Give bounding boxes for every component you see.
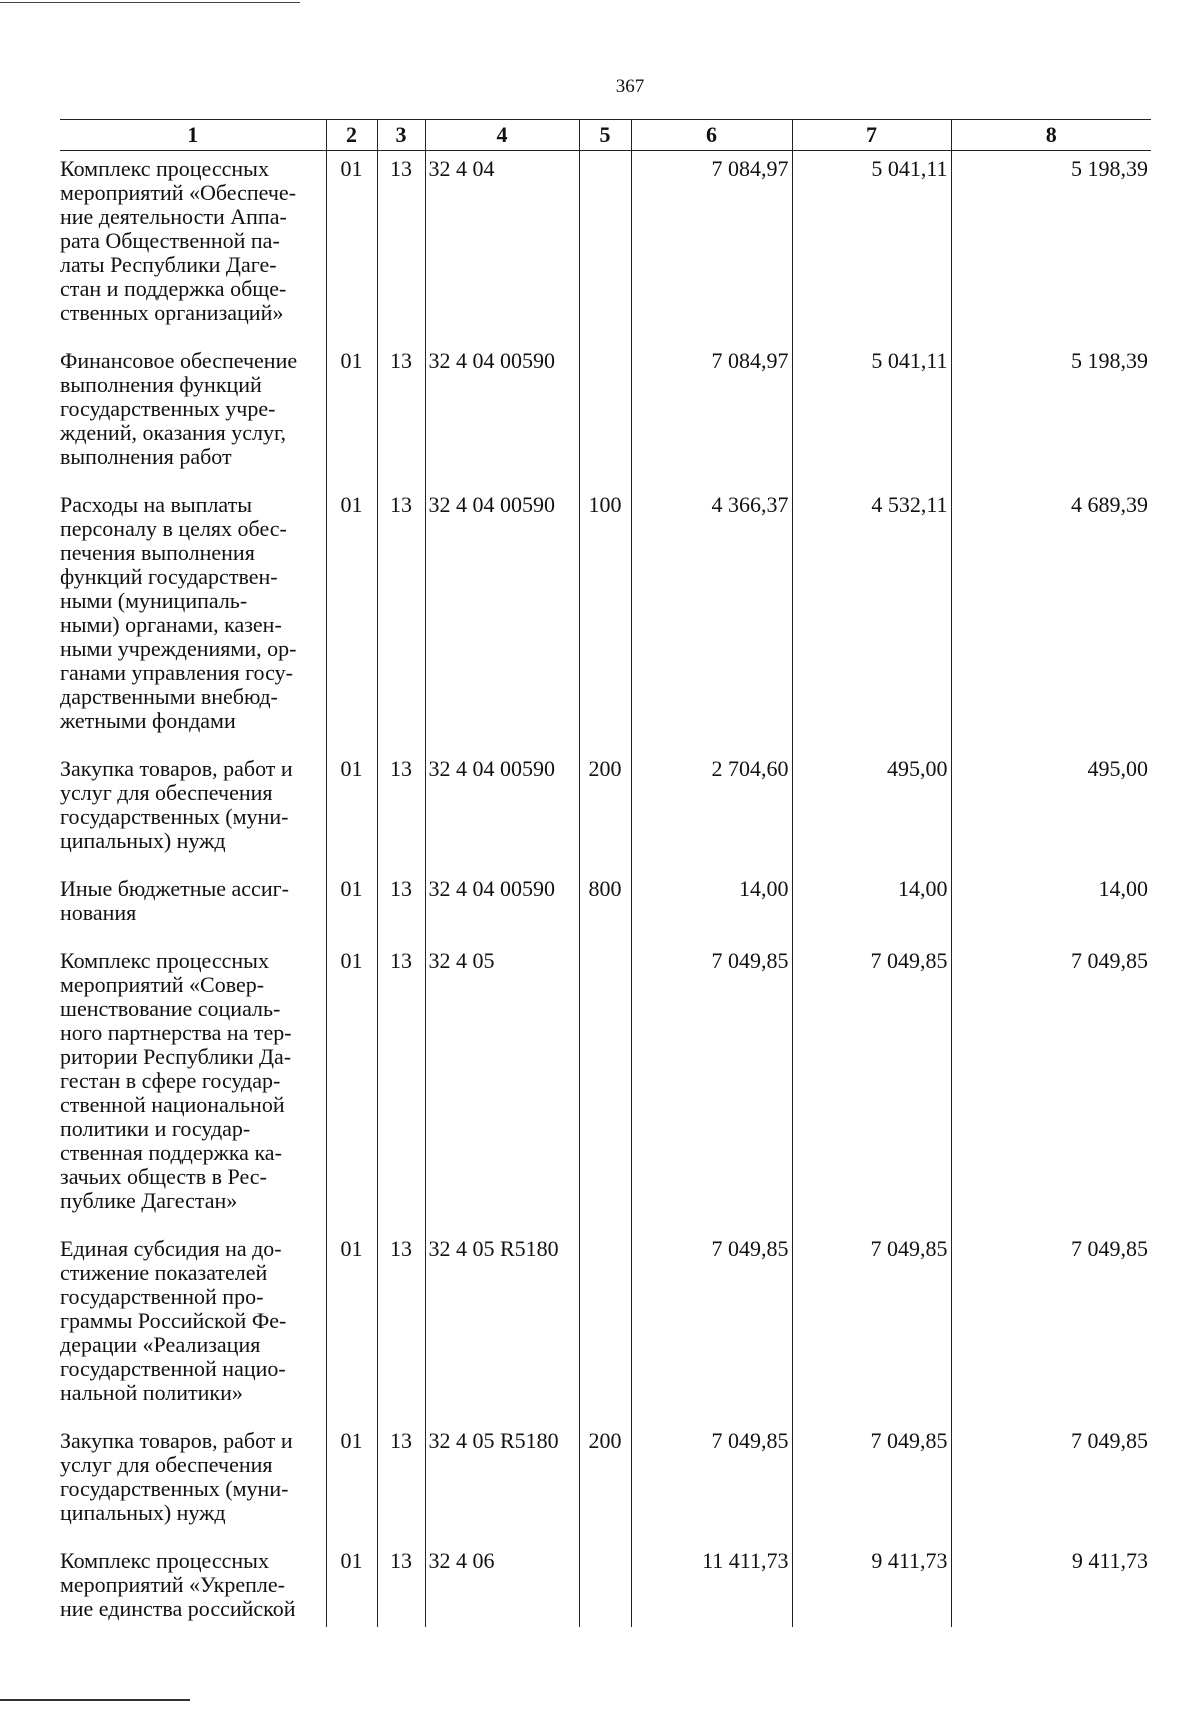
column-header: 4 (425, 120, 579, 151)
amount-col7-cell: 495,00 (792, 751, 951, 871)
section-code-cell: 01 (326, 1231, 377, 1423)
amount-col8-cell: 7 049,85 (951, 943, 1151, 1231)
column-header: 7 (792, 120, 951, 151)
row-name-line: Комплекс процессных (60, 156, 269, 181)
row-name-cell (60, 487, 326, 751)
amount-col8-cell: 5 198,39 (951, 343, 1151, 487)
subsection-code-cell: 13 (377, 751, 425, 871)
row-name-cell (60, 343, 326, 487)
row-name-line: шенствование социаль- (60, 996, 281, 1021)
section-code-cell: 01 (326, 1543, 377, 1627)
target-article-cell: 32 4 05 (425, 943, 579, 1231)
amount-col6-cell: 7 049,85 (631, 1423, 792, 1543)
row-name-line: ритории Республики Да- (60, 1044, 292, 1069)
amount-col8-cell: 9 411,73 (951, 1543, 1151, 1627)
page-number: 367 (615, 76, 645, 97)
row-name-line: ными (муниципаль- (60, 588, 248, 613)
amount-col7-cell: 4 532,11 (792, 487, 951, 751)
row-name-line: нальной политики» (60, 1380, 243, 1405)
scan-edge-top (0, 2, 300, 3)
section-code-cell: 01 (326, 487, 377, 751)
row-name-line: ного партнерства на тер- (60, 1020, 292, 1045)
amount-col8-cell: 14,00 (951, 871, 1151, 943)
section-code-cell: 01 (326, 751, 377, 871)
column-header: 8 (951, 120, 1151, 151)
row-name-line: нования (60, 900, 137, 925)
header-row (60, 120, 1151, 151)
column-header: 6 (631, 120, 792, 151)
row-name-line: ждений, оказания услуг, (60, 420, 287, 445)
row-name-line: стижение показателей (60, 1260, 268, 1285)
amount-col7-cell: 5 041,11 (792, 151, 951, 344)
column-header: 1 (60, 120, 326, 151)
row-name-line: Комплекс процессных (60, 1548, 269, 1573)
row-name-line: мероприятий «Обеспече- (60, 180, 297, 205)
row-name-line: ние деятельности Аппа- (60, 204, 287, 229)
row-name-line: Закупка товаров, работ и (60, 756, 293, 781)
section-code-cell: 01 (326, 871, 377, 943)
subsection-code-cell: 13 (377, 871, 425, 943)
amount-col7-cell: 14,00 (792, 871, 951, 943)
target-article-cell: 32 4 04 00590 (425, 751, 579, 871)
row-name-line: политики и государ- (60, 1116, 251, 1141)
row-name-line: ние единства российской (60, 1596, 296, 1621)
table-row (60, 1543, 1151, 1627)
section-code-cell: 01 (326, 151, 377, 344)
subsection-code-cell: 13 (377, 151, 425, 344)
row-name-cell (60, 943, 326, 1231)
column-header: 3 (377, 120, 425, 151)
amount-col7-cell: 9 411,73 (792, 1543, 951, 1627)
amount-col8-cell: 7 049,85 (951, 1423, 1151, 1543)
row-name-line: государственной нацио- (60, 1356, 286, 1381)
expense-type-cell: 100 (579, 487, 631, 751)
amount-col6-cell: 2 704,60 (631, 751, 792, 871)
row-name-line: латы Республики Даге- (60, 252, 277, 277)
expense-type-cell (579, 943, 631, 1231)
scan-edge-bottom (0, 1699, 190, 1701)
section-code-cell: 01 (326, 943, 377, 1231)
amount-col8-cell: 7 049,85 (951, 1231, 1151, 1423)
amount-col6-cell: 7 049,85 (631, 943, 792, 1231)
row-name-line: мероприятий «Укрепле- (60, 1572, 285, 1597)
table-row (60, 151, 1151, 344)
subsection-code-cell: 13 (377, 1543, 425, 1627)
amount-col8-cell: 495,00 (951, 751, 1151, 871)
amount-col8-cell: 4 689,39 (951, 487, 1151, 751)
amount-col7-cell: 7 049,85 (792, 943, 951, 1231)
target-article-cell: 32 4 05 R5180 (425, 1231, 579, 1423)
expense-type-cell: 800 (579, 871, 631, 943)
row-name-line: ципальных) нужд (60, 1500, 226, 1525)
row-name-line: ственная поддержка ка- (60, 1140, 282, 1165)
amount-col7-cell: 5 041,11 (792, 343, 951, 487)
row-name-line: дарственными внебюд- (60, 684, 278, 709)
row-name-cell (60, 1231, 326, 1423)
budget-table-container (60, 119, 1151, 1627)
row-name-cell (60, 751, 326, 871)
row-name-line: государственной про- (60, 1284, 264, 1309)
section-code-cell: 01 (326, 343, 377, 487)
amount-col8-cell: 5 198,39 (951, 151, 1151, 344)
row-name-line: услуг для обеспечения (60, 780, 273, 805)
row-name-line: жетными фондами (60, 708, 236, 733)
row-name-line: Расходы на выплаты (60, 492, 253, 517)
row-name-line: ганами управления госу- (60, 660, 293, 685)
row-name-line: Финансовое обеспечение (60, 348, 298, 373)
row-name-line: ципальных) нужд (60, 828, 226, 853)
row-name-line: граммы Российской Фе- (60, 1308, 287, 1333)
section-code-cell: 01 (326, 1423, 377, 1543)
expense-type-cell: 200 (579, 751, 631, 871)
table-row (60, 751, 1151, 871)
row-name-cell (60, 871, 326, 943)
target-article-cell: 32 4 04 00590 (425, 343, 579, 487)
subsection-code-cell: 13 (377, 943, 425, 1231)
row-name-cell (60, 1543, 326, 1627)
table-row (60, 1231, 1151, 1423)
row-name-line: государственных (муни- (60, 1476, 289, 1501)
row-name-line: Закупка товаров, работ и (60, 1428, 293, 1453)
subsection-code-cell: 13 (377, 343, 425, 487)
row-name-line: гестан в сфере государ- (60, 1068, 281, 1093)
row-name-line: ственной национальной (60, 1092, 285, 1117)
row-name-line: стан и поддержка обще- (60, 276, 287, 301)
row-name-cell (60, 151, 326, 344)
amount-col6-cell: 11 411,73 (631, 1543, 792, 1627)
row-name-line: Комплекс процессных (60, 948, 269, 973)
row-name-cell (60, 1423, 326, 1543)
subsection-code-cell: 13 (377, 1231, 425, 1423)
expense-type-cell (579, 151, 631, 344)
subsection-code-cell: 13 (377, 1423, 425, 1543)
row-name-line: зачьих обществ в Рес- (60, 1164, 267, 1189)
amount-col6-cell: 7 084,97 (631, 343, 792, 487)
amount-col6-cell: 4 366,37 (631, 487, 792, 751)
row-name-line: ственных организаций» (60, 300, 284, 325)
target-article-cell: 32 4 06 (425, 1543, 579, 1627)
expense-type-cell (579, 343, 631, 487)
row-name-line: публике Дагестан» (60, 1188, 238, 1213)
table-row (60, 343, 1151, 487)
target-article-cell: 32 4 05 R5180 (425, 1423, 579, 1543)
budget-table (60, 119, 1151, 1627)
row-name-line: мероприятий «Совер- (60, 972, 265, 997)
row-name-line: функций государствен- (60, 564, 278, 589)
target-article-cell: 32 4 04 (425, 151, 579, 344)
amount-col7-cell: 7 049,85 (792, 1423, 951, 1543)
amount-col6-cell: 14,00 (631, 871, 792, 943)
row-name-line: дерации «Реализация (60, 1332, 261, 1357)
target-article-cell: 32 4 04 00590 (425, 871, 579, 943)
table-row (60, 1423, 1151, 1543)
row-name-line: персоналу в целях обес- (60, 516, 287, 541)
amount-col6-cell: 7 049,85 (631, 1231, 792, 1423)
row-name-line: ными) органами, казен- (60, 612, 282, 637)
table-row (60, 943, 1151, 1231)
row-name-line: печения выполнения (60, 540, 255, 565)
expense-type-cell (579, 1231, 631, 1423)
row-name-line: государственных учре- (60, 396, 276, 421)
column-header: 5 (579, 120, 631, 151)
expense-type-cell (579, 1543, 631, 1627)
row-name-line: ными учреждениями, ор- (60, 636, 297, 661)
row-name-line: выполнения работ (60, 444, 232, 469)
row-name-line: выполнения функций (60, 372, 262, 397)
expense-type-cell: 200 (579, 1423, 631, 1543)
table-body (60, 151, 1151, 1628)
row-name-line: Иные бюджетные ассиг- (60, 876, 289, 901)
table-row (60, 871, 1151, 943)
target-article-cell: 32 4 04 00590 (425, 487, 579, 751)
amount-col6-cell: 7 084,97 (631, 151, 792, 344)
table-row (60, 487, 1151, 751)
row-name-line: рата Общественной па- (60, 228, 280, 253)
subsection-code-cell: 13 (377, 487, 425, 751)
row-name-line: Единая субсидия на до- (60, 1236, 282, 1261)
column-header: 2 (326, 120, 377, 151)
row-name-line: услуг для обеспечения (60, 1452, 273, 1477)
amount-col7-cell: 7 049,85 (792, 1231, 951, 1423)
row-name-line: государственных (муни- (60, 804, 289, 829)
